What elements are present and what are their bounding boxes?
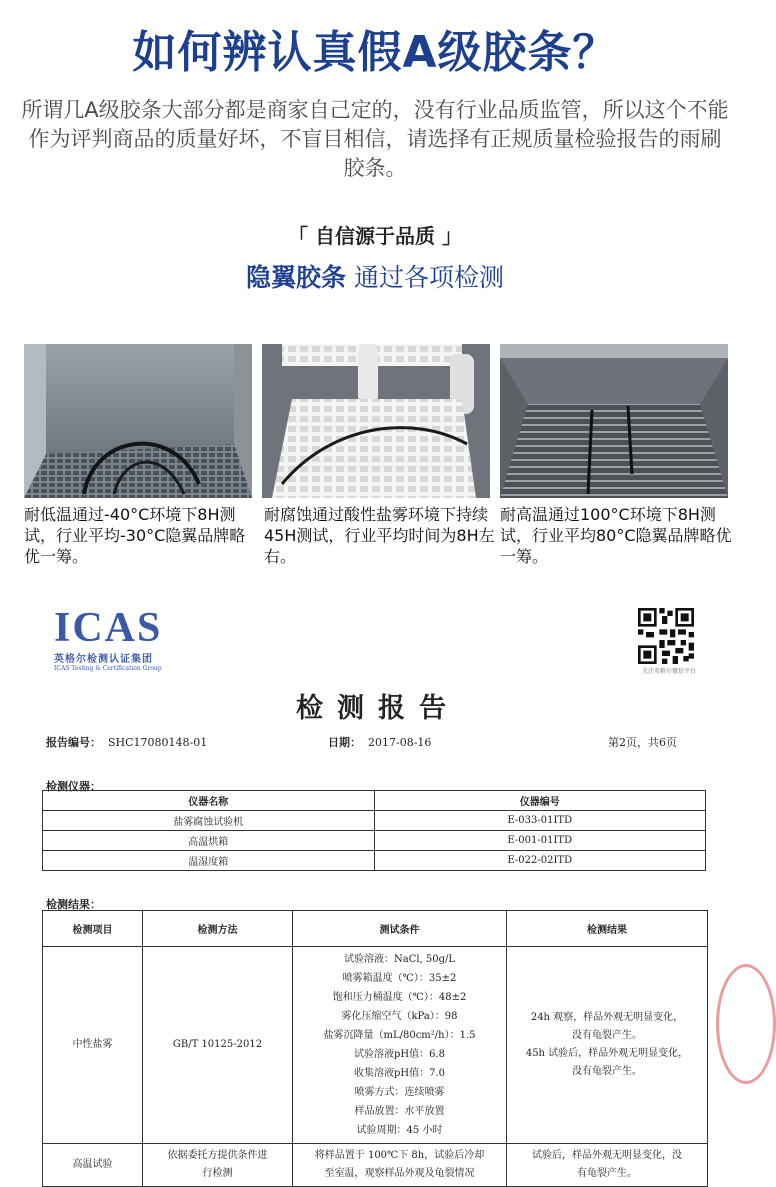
result-line: 45h 试验后，样品外观无明显变化，: [525, 1048, 689, 1059]
icas-chinese-name: 英格尔检测认证集团: [54, 654, 153, 665]
instruments-section-label: 检测仪器：: [46, 780, 101, 793]
table-row: [43, 811, 706, 831]
condition-line: 饱和压力桶温度（℃）：48±2: [332, 992, 467, 1003]
instrument-code: E-033-01ITD: [374, 811, 706, 831]
icas-logo: [54, 605, 194, 672]
table-header: 检测结果: [507, 911, 708, 947]
table-row: [43, 831, 706, 851]
method-line: 行检测: [202, 1168, 233, 1179]
condition-line: 雾化压缩空气（kPa）：98: [341, 1011, 458, 1022]
table-header: 仪器编号: [374, 791, 706, 811]
table-header-row: [43, 911, 708, 947]
report-date-value: 2017-08-16: [368, 736, 432, 749]
report-number-label: 报告编号：: [46, 736, 101, 749]
table-header: 仪器名称: [43, 791, 375, 811]
method-line: 依据委托方提供条件进: [167, 1150, 268, 1161]
instrument-name: 高温烘箱: [43, 831, 375, 851]
subheadline: [0, 258, 750, 294]
test-item: 中性盐雾: [43, 947, 143, 1144]
instrument-code: E-022-02ITD: [374, 851, 706, 871]
result-line: 有龟裂产生。: [577, 1168, 637, 1179]
table-header: 测试条件: [293, 911, 507, 947]
report-title: 检测报告: [296, 693, 460, 724]
condition-line: 收集溶液pH值：7.0: [353, 1068, 446, 1079]
condition-line: 样品放置：水平放置: [354, 1106, 445, 1117]
report-number-value: SHC17080148-01: [108, 736, 208, 749]
condition-line: 喷雾箱温度（℃）：35±2: [342, 973, 457, 984]
test-method: GB/T 10125-2012: [143, 947, 293, 1144]
icas-english-name: ICAS Testing & Certification Group: [54, 665, 162, 672]
test-method: [143, 1144, 293, 1187]
test-report-scan: [22, 594, 734, 1179]
results-table: [42, 910, 708, 1187]
caption-corrosion: 耐腐蚀通过酸性盐雾环境下持续45H测试，行业平均时间为8H左右。: [264, 505, 495, 566]
table-header: 检测方法: [143, 911, 293, 947]
icas-wordmark: ICAS: [54, 605, 163, 651]
table-row: [43, 1144, 708, 1187]
condition-line: 盐雾沉降量（mL/80cm²/h）：1.5: [323, 1030, 476, 1041]
condition-line: 试验溶液pH值：6.8: [353, 1049, 446, 1060]
caption-high-temp: 耐高温通过100°C环境下8H测试，行业平均80°C隐翼品牌略优一筹。: [500, 505, 732, 566]
results-section-label: 检测结果：: [46, 898, 101, 911]
table-row: [43, 851, 706, 871]
test-conditions: [293, 1144, 507, 1187]
page-headline: 如何辨认真假A级胶条？: [132, 27, 618, 78]
report-number: [46, 734, 207, 750]
table-header-row: [43, 791, 706, 811]
photo-high-temp-oven: [500, 344, 728, 498]
intro-paragraph: 所谓几A级胶条大部分都是商家自己定的，没有行业品质监管，所以这个不能作为评判商品的质量好坏，不盲目相信，请选择有正规质量检验报告的雨刷胶条。: [21, 98, 729, 180]
photo-low-temp-chamber: [24, 344, 252, 498]
condition-line: 试验溶液：NaCl, 50g/L: [343, 954, 456, 965]
brand-name: 隐翼胶条: [246, 263, 347, 292]
test-item: 高温试验: [43, 1144, 143, 1187]
red-seal-stamp: [716, 964, 776, 1084]
report-date: [328, 734, 431, 750]
result-line: 24h 观察，样品外观无明显变化，: [530, 1012, 684, 1023]
table-row: [43, 947, 708, 1144]
condition-line: 至室温，观察样品外观及龟裂情况: [324, 1168, 475, 1179]
test-photos: [24, 344, 728, 498]
caption-low-temp: 耐低温通过-40°C环境下8H测试，行业平均-30°C隐翼品牌略优一筹。: [24, 505, 246, 566]
instrument-code: E-001-01ITD: [374, 831, 706, 851]
tagline: 「 自信源于品质 」: [288, 224, 462, 248]
test-result: [507, 947, 708, 1144]
qr-caption: 关注英格尔微信平台: [641, 668, 696, 675]
table-header: 检测项目: [43, 911, 143, 947]
instruments-table: [42, 790, 706, 871]
subheadline-rest: 通过各项检测: [346, 263, 504, 292]
test-result: [507, 1144, 708, 1187]
result-line: 没有龟裂产生。: [572, 1030, 642, 1041]
condition-line: 喷雾方式：连续喷雾: [354, 1087, 445, 1098]
instrument-name: 温湿度箱: [43, 851, 375, 871]
report-page: 第2页，共6页: [608, 736, 677, 749]
report-date-label: 日期：: [328, 736, 361, 749]
result-line: 没有龟裂产生。: [572, 1066, 642, 1077]
instrument-name: 盐雾腐蚀试验机: [43, 811, 375, 831]
test-conditions: [293, 947, 507, 1144]
condition-line: 试验周期：45 小时: [356, 1125, 443, 1136]
qr-code-icon: [638, 608, 694, 664]
result-line: 试验后，样品外观无明显变化，没: [532, 1150, 682, 1161]
photo-salt-spray-chamber: [262, 344, 490, 498]
condition-line: 将样品置于 100℃下 8h，试验后冷却: [314, 1150, 485, 1161]
